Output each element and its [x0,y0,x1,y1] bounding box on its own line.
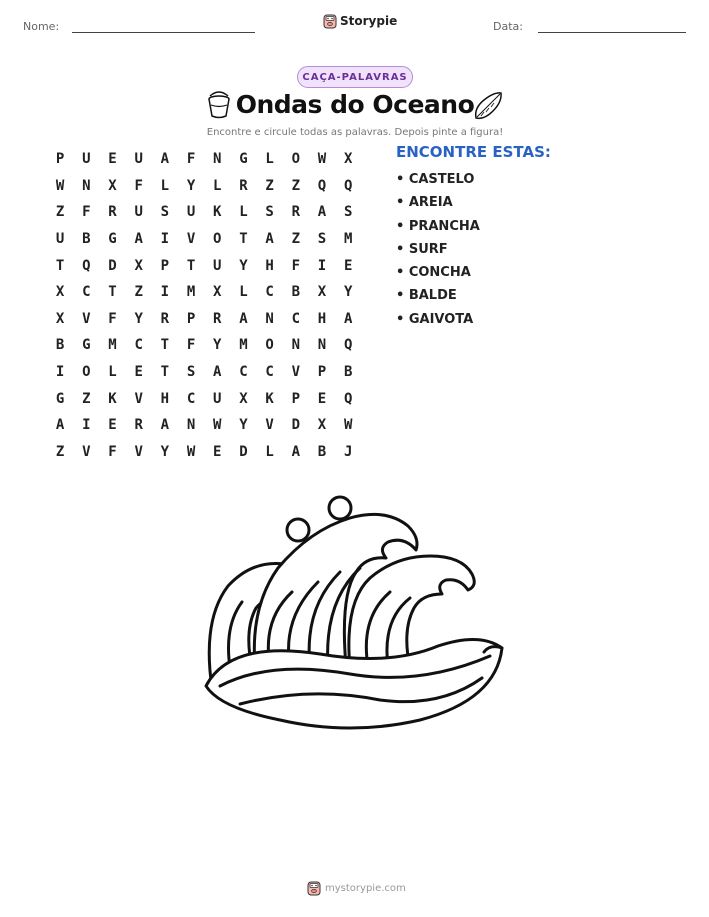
grid-letter[interactable]: D [108,257,117,274]
grid-letter[interactable]: Q [343,337,353,354]
grid-letter[interactable]: Y [213,337,222,354]
grid-letter[interactable]: E [213,443,222,460]
footer-url[interactable]: mystorypie.com [325,882,406,894]
grid-letter[interactable]: I [317,257,327,274]
grid-letter[interactable]: V [82,443,91,460]
grid-letter[interactable]: X [317,417,327,434]
grid-letter[interactable]: Z [82,390,91,407]
word-item: • SURF [396,241,448,257]
grid-letter[interactable]: R [213,310,222,327]
grid-letter[interactable]: M [343,231,353,248]
grid-letter[interactable]: R [108,204,117,221]
grid-letter[interactable]: G [108,231,117,248]
grid-letter[interactable]: T [160,364,170,381]
grid-letter[interactable]: X [108,177,117,194]
grid-letter[interactable]: M [108,337,117,354]
grid-letter[interactable]: Y [160,443,170,460]
grid-letter[interactable]: T [55,257,65,274]
name-label: Nome: [23,20,60,33]
grid-letter[interactable]: U [134,151,143,168]
grid-letter[interactable]: F [82,204,91,221]
grid-letter[interactable]: C [239,364,248,381]
grid-letter[interactable]: U [213,257,222,274]
grid-letter[interactable]: W [55,177,65,194]
grid-letter[interactable]: F [186,151,196,168]
footer [307,880,406,896]
grid-letter[interactable]: C [265,284,274,301]
grid-letter[interactable]: Z [55,443,65,460]
grid-letter[interactable]: V [134,390,143,407]
word-item: • BALDE [396,288,457,304]
grid-letter[interactable]: K [108,390,117,407]
brand-name: Storypie [340,14,398,28]
grid-letter[interactable]: G [55,390,65,407]
grid-letter[interactable]: W [186,443,196,460]
grid-letter[interactable]: T [239,231,248,248]
grid-letter[interactable]: A [291,443,300,460]
name-field[interactable] [72,32,255,33]
grid-letter[interactable]: M [186,284,196,301]
grid-letter[interactable]: Z [134,284,143,301]
grid-letter[interactable]: A [265,231,274,248]
date-label: Data: [493,20,523,33]
grid-letter[interactable]: C [134,337,143,354]
grid-letter[interactable]: V [82,310,91,327]
grid-letter[interactable]: V [265,417,274,434]
bucket-icon [204,90,234,120]
grid-letter[interactable]: F [108,443,117,460]
grid-letter[interactable]: Z [291,177,300,194]
grid-letter[interactable]: M [239,337,248,354]
grid-letter[interactable]: R [239,177,248,194]
grid-letter[interactable]: A [343,310,353,327]
word-item: • GAIVOTA [396,311,474,327]
grid-letter[interactable]: R [134,417,143,434]
grid-letter[interactable]: O [291,151,300,168]
grid-letter[interactable]: Q [317,177,327,194]
word-list [396,170,480,333]
grid-letter[interactable]: X [55,284,65,301]
grid-letter[interactable]: P [55,151,65,168]
grid-letter[interactable]: S [343,204,353,221]
grid-letter[interactable]: E [134,364,143,381]
grid-letter[interactable]: F [134,177,143,194]
date-field[interactable] [538,32,686,33]
grid-letter[interactable]: C [291,310,300,327]
grid-letter[interactable]: U [82,151,91,168]
grid-letter[interactable]: X [55,310,65,327]
word-item: • CONCHA [396,265,471,281]
grid-letter[interactable]: C [265,364,274,381]
grid-letter[interactable]: R [160,310,170,327]
grid-letter[interactable]: W [213,417,222,434]
grid-letter[interactable]: A [55,417,65,434]
grid-letter[interactable]: H [317,310,327,327]
grid-letter[interactable]: D [291,417,300,434]
grid-letter[interactable]: E [108,417,117,434]
grid-letter[interactable]: F [186,337,196,354]
grid-letter[interactable]: T [160,337,170,354]
word-item: • CASTELO [396,172,475,187]
grid-letter[interactable]: U [55,231,65,248]
grid-letter[interactable]: A [213,364,222,381]
grid-letter[interactable]: A [160,417,170,434]
pig-logo-icon [323,13,337,29]
grid-letter[interactable]: A [160,151,170,168]
grid-letter[interactable]: X [239,390,248,407]
grid-letter[interactable]: Y [343,284,353,301]
grid-letter[interactable]: S [265,204,274,221]
grid-letter[interactable]: S [186,364,196,381]
grid-letter[interactable]: K [213,204,222,221]
grid-letter[interactable]: B [317,443,327,460]
grid-letter[interactable]: S [317,231,327,248]
grid-letter[interactable]: V [134,443,143,460]
grid-letter[interactable]: X [317,284,327,301]
grid-letter[interactable]: T [186,257,196,274]
grid-letter[interactable]: I [160,231,170,248]
grid-letter[interactable]: L [160,177,170,194]
grid-letter[interactable]: D [239,443,248,460]
grid-letter[interactable]: L [239,284,248,301]
grid-letter[interactable]: N [213,151,222,168]
grid-letter[interactable]: O [213,231,222,248]
grid-letter[interactable]: G [239,151,248,168]
grid-letter[interactable]: W [343,417,353,434]
category-badge: CAÇA-PALAVRAS [297,66,413,88]
grid-letter[interactable]: L [265,443,274,460]
grid-letter[interactable]: U [186,204,196,221]
grid-letter[interactable]: C [186,390,196,407]
grid-letter[interactable]: Y [239,257,248,274]
grid-letter[interactable]: L [265,151,274,168]
grid-letter[interactable]: O [265,337,274,354]
grid-letter[interactable]: N [291,337,300,354]
instructions: Encontre e circule todas as palavras. Depois pinte a figura! [206,127,504,138]
grid-letter[interactable]: E [108,151,117,168]
grid-letter[interactable]: N [317,337,327,354]
word-list-title: ENCONTRE ESTAS: [396,143,551,161]
grid-letter[interactable]: E [343,257,353,274]
grid-letter[interactable]: V [186,231,196,248]
grid-letter[interactable]: A [239,310,248,327]
grid-letter[interactable]: H [160,390,170,407]
grid-letter[interactable]: P [160,257,170,274]
grid-letter[interactable]: R [291,204,300,221]
grid-letter[interactable]: Y [186,177,196,194]
grid-letter[interactable]: Q [82,257,91,274]
grid-letter[interactable]: L [213,177,222,194]
word-item: • PRANCHA [396,218,480,234]
grid-letter[interactable]: L [108,364,117,381]
grid-letter[interactable]: B [291,284,300,301]
grid-letter[interactable]: Q [343,177,353,194]
grid-letter[interactable]: A [134,231,143,248]
ocean-waves-illustration[interactable] [200,490,510,735]
grid-letter[interactable]: Z [55,204,65,221]
grid-letter[interactable]: P [317,364,327,381]
grid-letter[interactable]: C [82,284,91,301]
grid-letter[interactable]: T [108,284,117,301]
pig-logo-icon [307,880,321,896]
grid-letter[interactable]: A [317,204,327,221]
grid-letter[interactable]: I [82,417,91,434]
grid-letter[interactable]: N [265,310,274,327]
grid-letter[interactable]: F [291,257,300,274]
grid-letter[interactable]: B [343,364,353,381]
brand-logo [323,13,397,29]
grid-letter[interactable]: I [160,284,170,301]
grid-letter[interactable]: K [265,390,274,407]
grid-letter[interactable]: W [317,151,327,168]
word-search-grid[interactable] [47,146,361,465]
grid-letter[interactable]: N [186,417,196,434]
grid-letter[interactable]: X [213,284,222,301]
grid-letter[interactable]: U [213,390,222,407]
grid-letter[interactable]: X [343,151,353,168]
grid-letter[interactable]: F [108,310,117,327]
grid-letter[interactable]: B [82,231,91,248]
grid-letter[interactable]: E [317,390,327,407]
grid-letter[interactable]: Q [343,390,353,407]
grid-letter[interactable]: Z [291,231,300,248]
grid-letter[interactable]: G [82,337,91,354]
grid-letter[interactable]: J [343,443,353,460]
grid-letter[interactable]: Y [134,310,143,327]
grid-letter[interactable]: U [134,204,143,221]
grid-letter[interactable]: V [291,364,300,381]
grid-letter[interactable]: X [134,257,143,274]
grid-letter[interactable]: B [55,337,65,354]
surfboard-icon [472,90,504,122]
grid-letter[interactable]: Z [265,177,274,194]
grid-letter[interactable]: Y [239,417,248,434]
grid-letter[interactable]: L [239,204,248,221]
grid-letter[interactable]: O [82,364,91,381]
grid-letter[interactable]: N [82,177,91,194]
word-item: • AREIA [396,195,453,211]
grid-letter[interactable]: I [55,364,65,381]
page-title: Ondas do Oceano [235,90,475,119]
grid-letter[interactable]: H [265,257,274,274]
grid-letter[interactable]: P [186,310,196,327]
grid-letter[interactable]: P [291,390,300,407]
grid-letter[interactable]: S [160,204,170,221]
